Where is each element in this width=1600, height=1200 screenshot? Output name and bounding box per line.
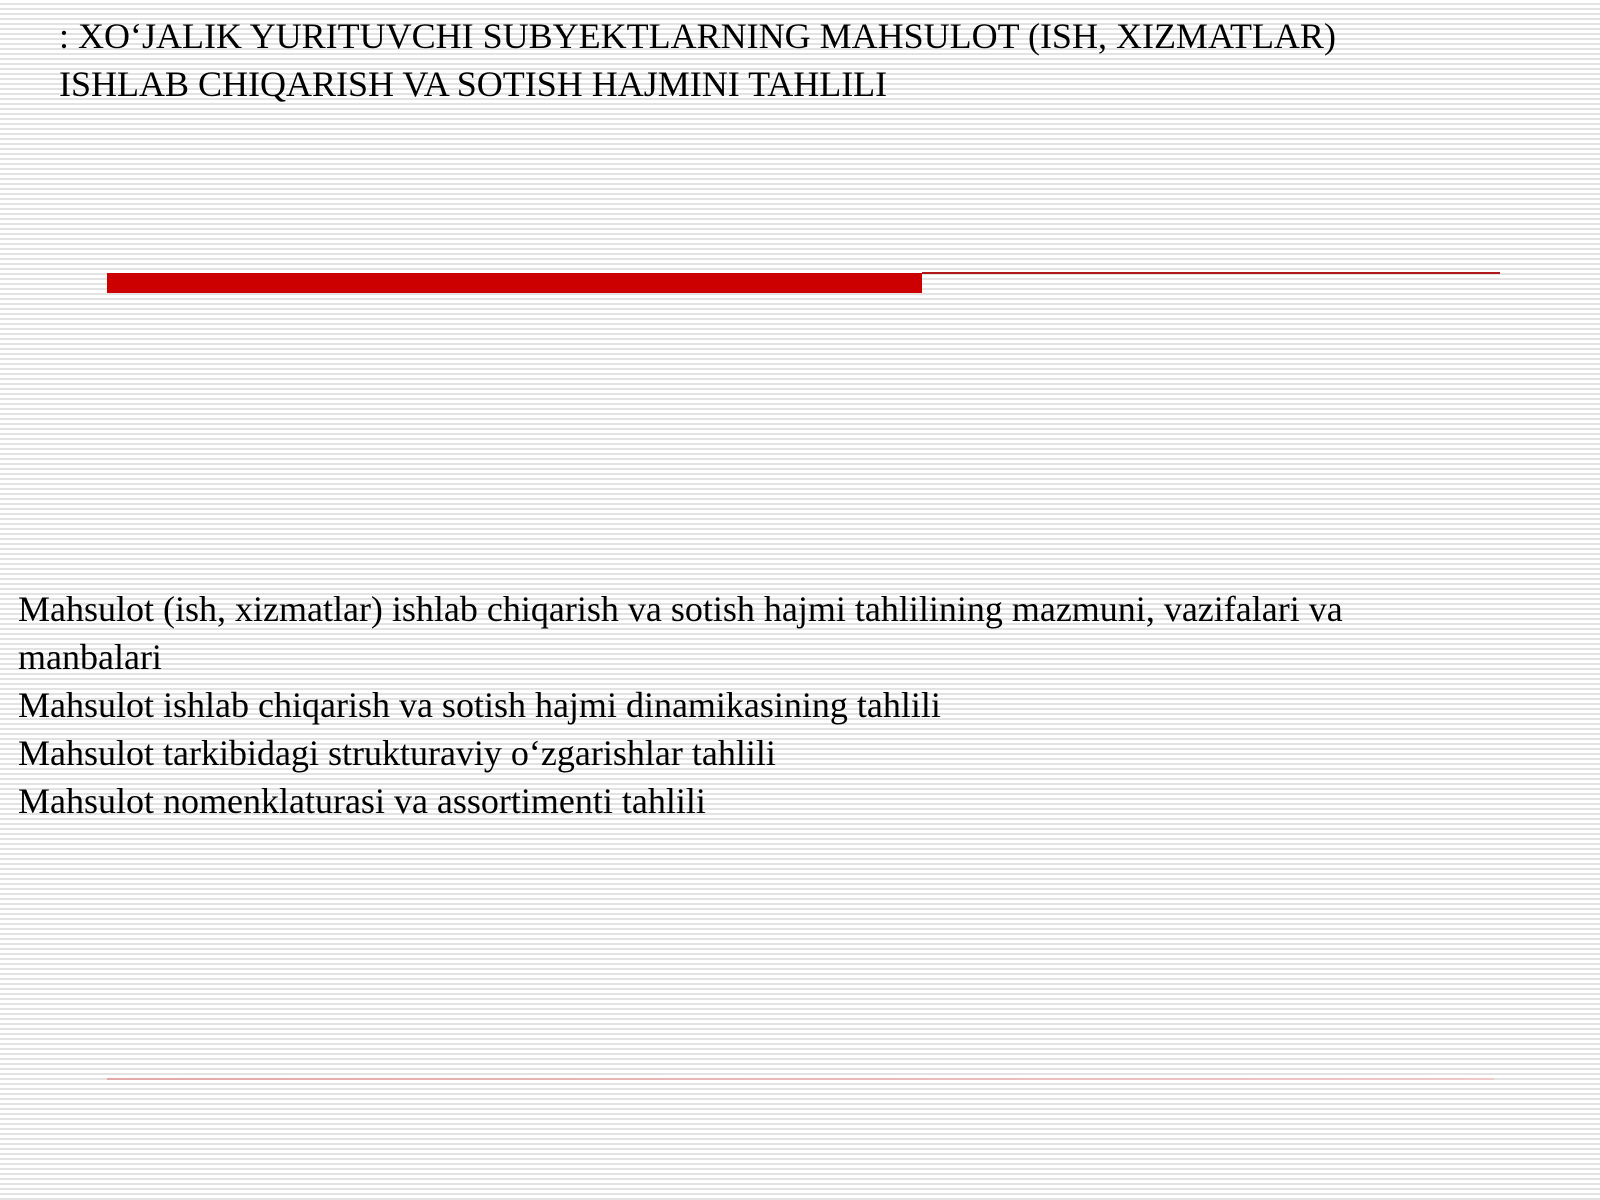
content-item-4-line-1: Mahsulot nomenklaturasi va assortimenti tahlili [18,781,706,821]
content-item-1 [18,585,1578,681]
content-item-3-line-1: Mahsulot tarkibidagi strukturaviy o‘zgarishlar tahlili [18,733,776,773]
content-item-1-line-1: Mahsulot (ish, xizmatlar) ishlab chiqarish va sotish hajmi tahlilining mazmuni, vazifalari va [18,589,1343,629]
slide-title-line-1: : XO‘JALIK YURITUVCHI SUBYEKTLARNING MAHSULOT (ISH, XIZMATLAR) [59,16,1336,56]
content-list [18,585,1578,825]
footer-divider [107,1078,1494,1080]
title-accent-bar [107,273,922,293]
title-accent-line [922,272,1500,274]
content-item-1-line-2: manbalari [18,637,162,677]
content-item-4 [18,777,1578,825]
slide-title-line-2: ISHLAB CHIQARISH VA SOTISH HAJMINI TAHLILI [59,64,888,104]
slide-title [59,12,1559,108]
content-item-2-line-1: Mahsulot ishlab chiqarish va sotish hajmi dinamikasining tahlili [18,685,941,725]
content-item-3 [18,729,1578,777]
content-item-2 [18,681,1578,729]
